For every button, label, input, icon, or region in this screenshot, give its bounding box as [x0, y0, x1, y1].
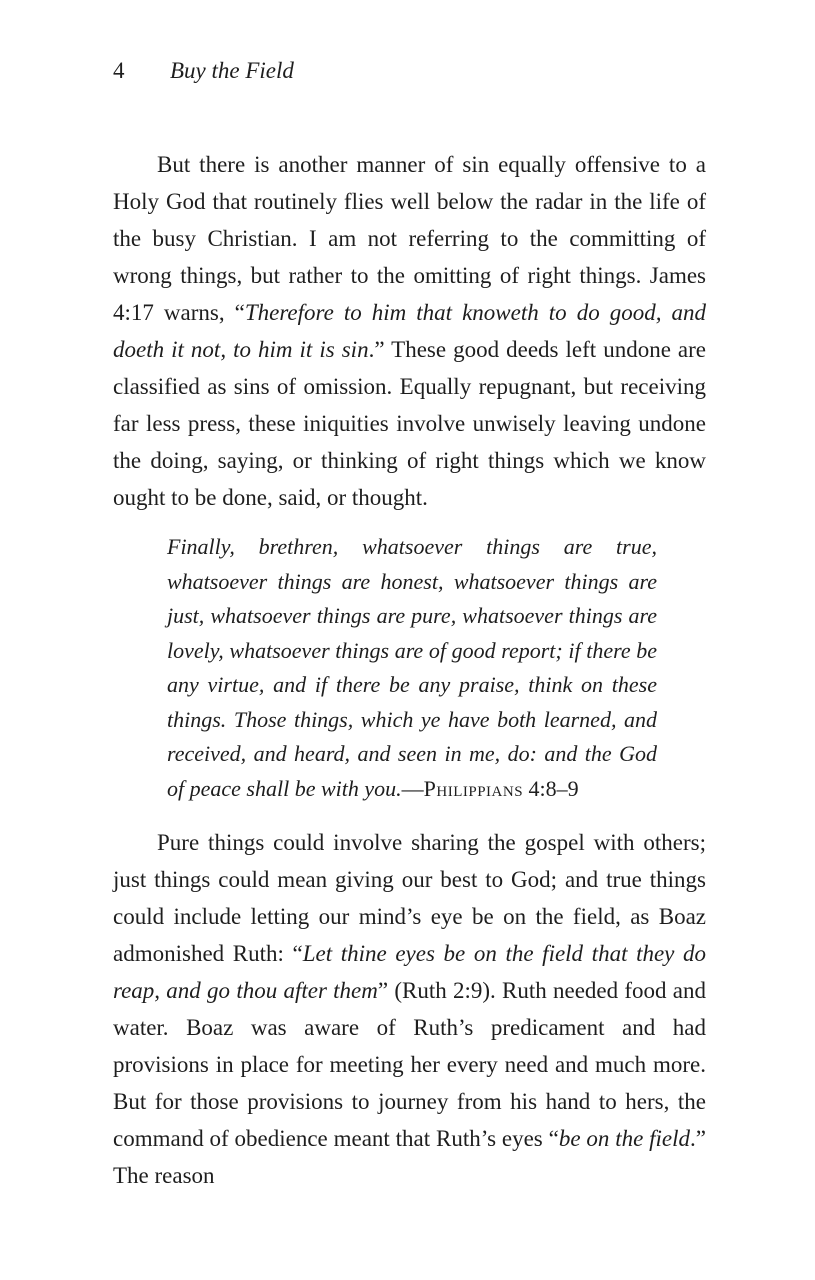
text-segment-italic: Let thine eyes be on the field that they do reap, and go thou after them — [113, 941, 706, 1003]
text-segment: But there is another manner of sin equally offensive to a Holy God that routinely flies well below the radar in the life of the busy Christian. I am not referring to the committing of wrong things, but rather to the omitting of right things. James 4:17 warns, “ — [113, 152, 706, 325]
text-segment-italic: be on the field — [558, 1126, 691, 1151]
text-segment: Pure things could involve sharing the gospel with others; just things could mean giving our best to God; and true things could include letting our mind’s eye be on the field, as Boaz admonished Ruth: “ — [113, 830, 706, 966]
text-segment: ” (Ruth 2:9). Ruth needed food and water. Boaz was aware of Ruth’s predicament and had provisions in place for meeting her every need and much more. But for those provisions to journey from his hand to hers, the command of obedience meant that Ruth’s eyes “ — [113, 978, 706, 1151]
page-number: 4 — [113, 58, 125, 83]
text-segment: .” These good deeds left undone are classified as sins of omission. Equally repugnant, but receiving far less press, these iniquities involve unwisely leaving undone the doing, saying, or thinking of right things which we know ought to be done, said, or thought. — [113, 337, 707, 510]
paragraph-closing — [113, 824, 706, 1194]
text-segment-italic: Therefore to him that knoweth to do good, and doeth it not, to him it is sin — [113, 300, 706, 362]
quote-dash: — — [401, 775, 424, 801]
running-title: Buy the Field — [170, 58, 294, 83]
page-header — [113, 58, 706, 84]
paragraph-opening — [113, 146, 706, 516]
quote-citation-book: Philippians — [423, 775, 524, 801]
quote-citation-verse: 4:8–9 — [523, 775, 579, 801]
quote-text-italic: Finally, brethren, whatsoever things are true, whatsoever things are honest, whatsoever things are just, whatsoever things are pure, whatsoever things are lovely, whatsoever things are of good report; if there be any virtue, and if there be any praise, think on these things. Those things, which ye have both learned, and received, and heard, and seen in me, do: and the God of peace shall be with you. — [167, 534, 657, 801]
scripture-blockquote — [167, 530, 657, 806]
text-segment: .” The reason — [113, 1126, 706, 1188]
